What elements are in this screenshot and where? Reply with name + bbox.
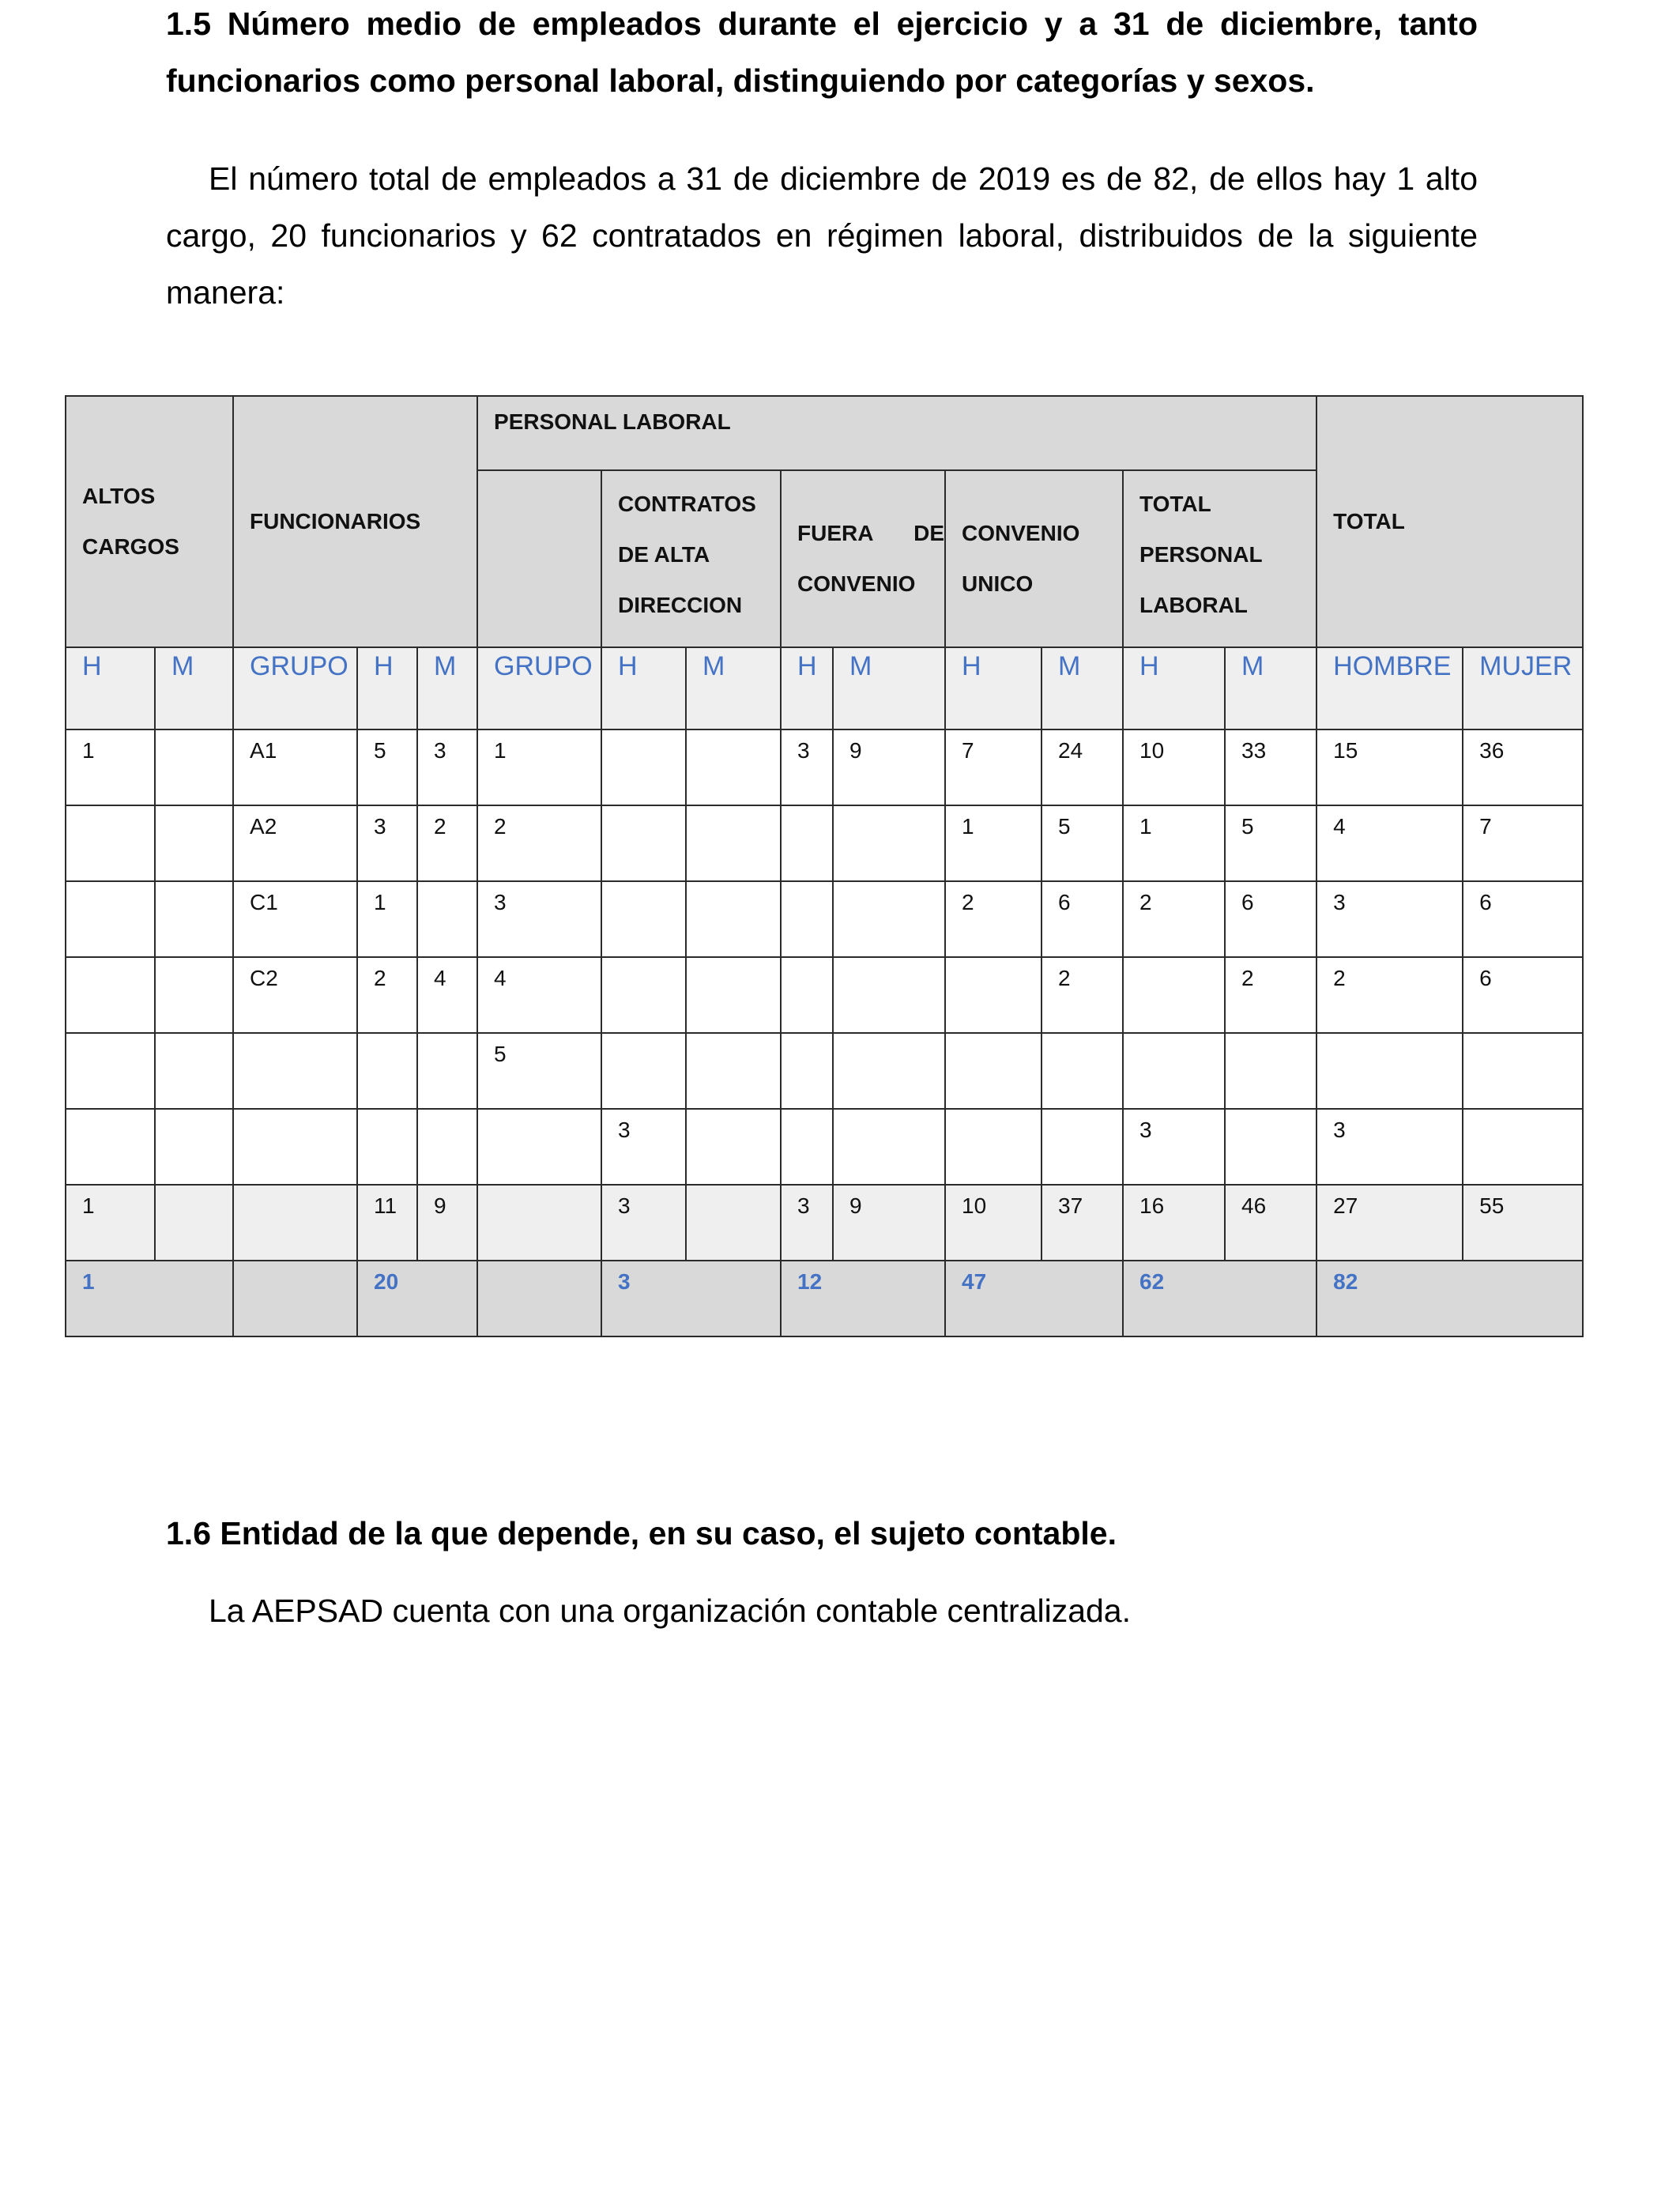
table-cell — [1225, 1033, 1317, 1109]
table-cell — [357, 1033, 417, 1109]
header-contratos-alta-direccion: CONTRATOS DE ALTA DIRECCION — [601, 470, 781, 647]
table-row — [66, 729, 1583, 805]
grand-total-fuera-convenio: 12 — [781, 1261, 945, 1336]
table-cell — [1463, 1109, 1583, 1185]
totals-cell: 1 — [66, 1185, 155, 1261]
table-cell: 2 — [945, 881, 1042, 957]
subheader-cell: H — [66, 647, 155, 729]
table-cell: 7 — [1463, 805, 1583, 881]
table-cell — [1123, 1033, 1225, 1109]
table-cell — [601, 729, 686, 805]
grand-total-convenio-unico: 47 — [945, 1261, 1123, 1336]
table-row — [66, 1033, 1583, 1109]
table-cell: 3 — [1317, 881, 1463, 957]
table-cell: 3 — [417, 729, 477, 805]
table-cell: A1 — [233, 729, 357, 805]
totals-cell: 9 — [833, 1185, 945, 1261]
table-cell — [66, 957, 155, 1033]
table-cell: 3 — [477, 881, 601, 957]
totals-cell: 27 — [1317, 1185, 1463, 1261]
table-cell: 10 — [1123, 729, 1225, 805]
table-row — [66, 957, 1583, 1033]
totals-cell: 16 — [1123, 1185, 1225, 1261]
subheader-cell: GRUPO — [233, 647, 357, 729]
table-cell: 6 — [1463, 957, 1583, 1033]
table-cell — [66, 881, 155, 957]
header-convenio-unico: CONVENIO UNICO — [945, 470, 1123, 647]
table-cell — [1042, 1033, 1123, 1109]
subheader-cell: M — [1042, 647, 1123, 729]
table-cell: 1 — [477, 729, 601, 805]
table-row — [66, 881, 1583, 957]
table-cell — [781, 957, 833, 1033]
grand-total: 82 — [1317, 1261, 1583, 1336]
table-grand-totals-row — [66, 1261, 1583, 1336]
table-cell: 3 — [357, 805, 417, 881]
totals-cell: 37 — [1042, 1185, 1123, 1261]
table-cell — [1042, 1109, 1123, 1185]
table-cell — [686, 729, 781, 805]
grand-total-blank — [477, 1261, 601, 1336]
section-1-6-heading: 1.6 Entidad de la que depende, en su caso, el sujeto contable. — [166, 1515, 1117, 1551]
subheader-cell: H — [1123, 647, 1225, 729]
table-cell — [477, 1109, 601, 1185]
grand-total-alta-direccion: 3 — [601, 1261, 781, 1336]
table-row — [66, 805, 1583, 881]
table-cell — [66, 1109, 155, 1185]
table-cell — [601, 957, 686, 1033]
header-fuera-de-convenio: FUERA DE CONVENIO — [781, 470, 945, 647]
totals-cell: 3 — [781, 1185, 833, 1261]
table-cell — [155, 1033, 233, 1109]
table-cell — [155, 805, 233, 881]
table-cell — [686, 881, 781, 957]
header-total: TOTAL — [1317, 396, 1583, 647]
table-cell — [233, 1109, 357, 1185]
header-total-personal-laboral: TOTAL PERSONAL LABORAL — [1123, 470, 1317, 647]
table-totals-row — [66, 1185, 1583, 1261]
grand-total-blank — [233, 1261, 357, 1336]
employees-table — [65, 395, 1584, 1337]
table-cell: 33 — [1225, 729, 1317, 805]
table-cell: A2 — [233, 805, 357, 881]
subheader-cell: H — [357, 647, 417, 729]
subheader-cell: MUJER — [1463, 647, 1583, 729]
table-cell: 3 — [1123, 1109, 1225, 1185]
grand-total-funcionarios: 20 — [357, 1261, 477, 1336]
table-cell — [155, 1109, 233, 1185]
table-body — [66, 729, 1583, 1185]
table-cell — [686, 805, 781, 881]
subheader-cell: HOMBRE — [1317, 647, 1463, 729]
table-cell — [1225, 1109, 1317, 1185]
table-cell — [1463, 1033, 1583, 1109]
section-1-6-paragraph: La AEPSAD cuenta con una organización contable centralizada. — [209, 1593, 1131, 1629]
table-cell: 6 — [1042, 881, 1123, 957]
totals-cell: 9 — [417, 1185, 477, 1261]
table-cell — [155, 881, 233, 957]
table-cell — [833, 957, 945, 1033]
totals-cell — [477, 1185, 601, 1261]
totals-cell: 10 — [945, 1185, 1042, 1261]
table-cell: 5 — [1225, 805, 1317, 881]
table-cell: 2 — [1225, 957, 1317, 1033]
table-cell — [833, 805, 945, 881]
table-cell: 2 — [417, 805, 477, 881]
table-cell — [781, 1033, 833, 1109]
table-cell — [66, 1033, 155, 1109]
table-cell: 1 — [1123, 805, 1225, 881]
table-cell: 2 — [477, 805, 601, 881]
table-cell — [155, 957, 233, 1033]
table-cell — [781, 1109, 833, 1185]
table-cell — [945, 1033, 1042, 1109]
table-cell: 2 — [357, 957, 417, 1033]
table-cell: 24 — [1042, 729, 1123, 805]
subheader-cell: H — [601, 647, 686, 729]
table-cell: 7 — [945, 729, 1042, 805]
header-laboral-grupo-blank — [477, 470, 601, 647]
table-cell: 2 — [1317, 957, 1463, 1033]
subheader-cell: M — [686, 647, 781, 729]
totals-cell: 11 — [357, 1185, 417, 1261]
table-cell — [601, 1033, 686, 1109]
table-cell — [66, 805, 155, 881]
table-row — [66, 1109, 1583, 1185]
table-cell: 3 — [1317, 1109, 1463, 1185]
table-cell — [686, 1033, 781, 1109]
table-cell: C1 — [233, 881, 357, 957]
section-1-5-heading: 1.5 Número medio de empleados durante el ejercicio y a 31 de diciembre, tanto funcionarios como personal laboral, distinguiendo por categorías y sexos. — [166, 6, 1478, 99]
subheader-cell: M — [155, 647, 233, 729]
table-cell: 2 — [1123, 881, 1225, 957]
table-cell: 3 — [781, 729, 833, 805]
table-cell: 5 — [357, 729, 417, 805]
totals-cell — [686, 1185, 781, 1261]
subheader-cell: H — [781, 647, 833, 729]
table-cell: 4 — [417, 957, 477, 1033]
table-cell — [417, 881, 477, 957]
totals-cell: 55 — [1463, 1185, 1583, 1261]
subheader-cell: M — [1225, 647, 1317, 729]
table-cell — [686, 1109, 781, 1185]
table-header-row-1 — [66, 396, 1583, 470]
totals-cell: 46 — [1225, 1185, 1317, 1261]
table-cell — [601, 805, 686, 881]
table-cell: 9 — [833, 729, 945, 805]
table-cell: 36 — [1463, 729, 1583, 805]
subheader-cell: M — [417, 647, 477, 729]
table-cell: 4 — [1317, 805, 1463, 881]
table-cell — [417, 1033, 477, 1109]
header-funcionarios: FUNCIONARIOS — [233, 396, 477, 647]
subheader-cell: GRUPO — [477, 647, 601, 729]
table-cell — [833, 1109, 945, 1185]
table-cell: 3 — [601, 1109, 686, 1185]
table-cell: C2 — [233, 957, 357, 1033]
table-cell: 5 — [1042, 805, 1123, 881]
table-cell: 2 — [1042, 957, 1123, 1033]
table-cell: 6 — [1463, 881, 1583, 957]
table-cell: 6 — [1225, 881, 1317, 957]
table-cell — [417, 1109, 477, 1185]
table-cell — [945, 1109, 1042, 1185]
grand-total-altos-cargos: 1 — [66, 1261, 233, 1336]
table-cell — [945, 957, 1042, 1033]
table-cell — [781, 805, 833, 881]
table-cell: 1 — [945, 805, 1042, 881]
header-personal-laboral: PERSONAL LABORAL — [477, 396, 1317, 470]
header-altos-cargos: ALTOS CARGOS — [66, 396, 233, 647]
table-cell: 15 — [1317, 729, 1463, 805]
table-cell — [233, 1033, 357, 1109]
table-cell — [601, 881, 686, 957]
table-cell — [155, 729, 233, 805]
totals-cell — [233, 1185, 357, 1261]
table-cell — [833, 881, 945, 957]
subheader-cell: H — [945, 647, 1042, 729]
totals-cell — [155, 1185, 233, 1261]
grand-total-laboral: 62 — [1123, 1261, 1317, 1336]
table-cell — [357, 1109, 417, 1185]
table-cell — [1317, 1033, 1463, 1109]
totals-cell: 3 — [601, 1185, 686, 1261]
table-cell: 1 — [357, 881, 417, 957]
table-cell: 4 — [477, 957, 601, 1033]
table-subheader-row — [66, 647, 1583, 729]
table-cell — [833, 1033, 945, 1109]
subheader-cell: M — [833, 647, 945, 729]
table-cell: 5 — [477, 1033, 601, 1109]
section-1-5-paragraph: El número total de empleados a 31 de diciembre de 2019 es de 82, de ellos hay 1 alto cargo, 20 funcionarios y 62 contratados en régimen laboral, distribuidos de la siguiente manera: — [166, 160, 1478, 311]
table-cell — [686, 957, 781, 1033]
table-cell — [1123, 957, 1225, 1033]
table-cell — [781, 881, 833, 957]
table-cell: 1 — [66, 729, 155, 805]
